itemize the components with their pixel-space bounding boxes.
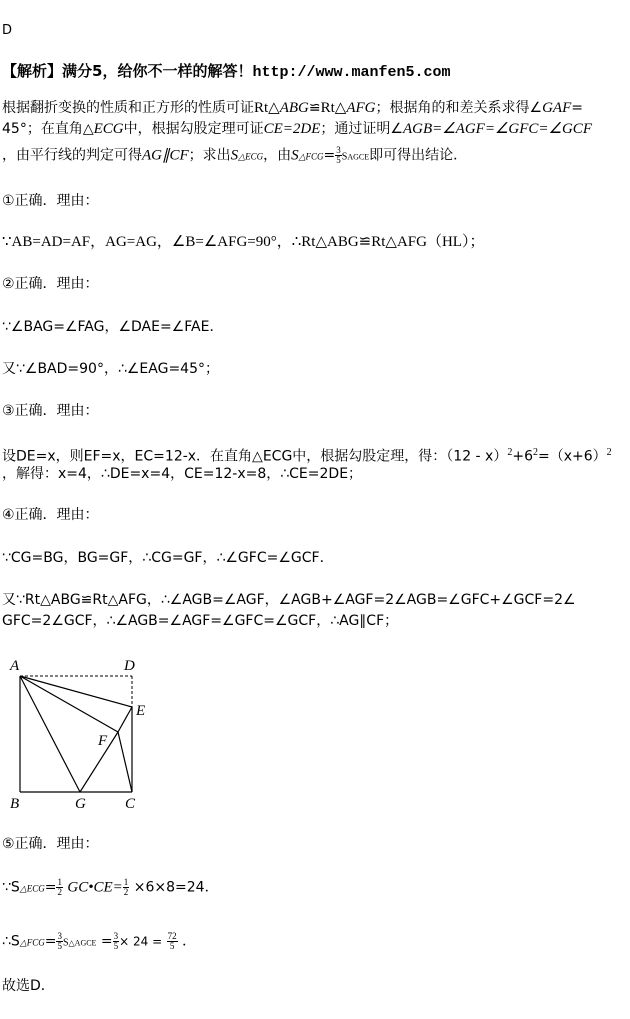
answer-letter: D (2, 23, 13, 38)
analysis-bracket-label: 【解析】 (2, 62, 63, 80)
segment-fc (118, 732, 132, 792)
analysis-text: ；求出 (188, 147, 231, 164)
item-1-title: ①正确．理由： (2, 193, 99, 209)
analysis-text: ，由 (263, 147, 292, 164)
analysis-math: ECG (93, 121, 124, 137)
item-4-title: ④正确．理由： (2, 507, 99, 523)
item-5-text: = (44, 933, 57, 950)
label-d: D (124, 658, 135, 674)
analysis-text: = (571, 100, 583, 116)
item-5-text: ×6×8=24． (133, 879, 219, 896)
site-slogan: 满分5，给你不一样的解答！ (62, 62, 253, 80)
subscript: △FCG (19, 937, 45, 948)
item-5-text: = (100, 933, 113, 950)
item-3-body-1 (2, 444, 612, 466)
item-3-text: +6 (512, 448, 533, 465)
superscript: 2 (533, 447, 538, 458)
fraction (123, 878, 130, 897)
analysis-math: GAF (542, 100, 572, 116)
label-c: C (125, 796, 136, 812)
subscript: △AGCE (68, 938, 97, 948)
item-2-body-1: ∵∠BAG=∠FAG，∠DAE=∠FAE． (2, 319, 224, 335)
analysis-text: 45°；在直角△ (2, 121, 94, 137)
analysis-text: = (323, 147, 336, 164)
analysis-subscript: △ECG (238, 151, 264, 162)
fraction-denominator: 5 (113, 941, 119, 951)
fraction-numerator: 72 (167, 931, 177, 941)
item-3-title: ③正确．理由： (2, 403, 99, 419)
fraction-numerator: 1 (57, 877, 62, 887)
superscript: 2 (606, 447, 612, 458)
segment-ae (20, 676, 132, 707)
site-url: http://www.manfen5.com (252, 64, 451, 81)
item-3-text: 设DE=x，则EF=x，EC=12-x．在直角△ECG中，根据勾股定理，得：（12 - x） (2, 448, 508, 465)
analysis-line-1 (2, 99, 583, 117)
item-3-text: =（x+6） (538, 448, 607, 465)
analysis-math: AFG (346, 100, 376, 116)
analysis-text: ；根据角的和差关系求得∠ (375, 100, 543, 116)
analysis-text: 中，根据勾股定理可证 (123, 121, 264, 137)
analysis-line-3 (2, 146, 467, 167)
analysis-subscript: AGCE (347, 152, 370, 162)
analysis-math: S (341, 151, 348, 163)
analysis-subscript: △FCG (298, 151, 324, 162)
item-2-title: ②正确．理由： (2, 276, 99, 292)
analysis-math: AGB=∠AGF=∠GFC=∠GCF (402, 121, 592, 137)
fraction (56, 878, 63, 897)
label-b: B (10, 796, 20, 812)
analysis-line-2 (2, 120, 592, 138)
item-2-body-2: 又∵∠BAD=90°，∴∠EAG=45°； (2, 361, 219, 377)
analysis-text: Rt△ (320, 100, 347, 116)
item-4-body-3: GFC=2∠GCF，∴∠AGB=∠AGF=∠GFC=∠GCF，∴AG∥CF； (2, 613, 399, 629)
item-5-text: × 24 = (119, 934, 163, 949)
fraction-numerator: 3 (113, 931, 119, 941)
item-4-body-1: ∵CG=BG，BG=GF，∴CG=GF，∴∠GFC=∠GCF． (2, 550, 334, 566)
item-5-body-2 (2, 932, 196, 953)
superscript: 2 (507, 447, 513, 458)
label-f: F (98, 733, 108, 749)
analysis-text: Rt△ (254, 100, 280, 116)
analysis-math: S (291, 147, 299, 164)
item-5-text: ． (182, 933, 197, 950)
conclusion: 故选D． (2, 978, 55, 994)
label-a: A (10, 658, 20, 674)
analysis-math: AG∥CF (142, 147, 189, 164)
fraction-numerator: 3 (57, 931, 62, 941)
analysis-text: 即可得出结论． (369, 147, 468, 164)
fraction-denominator: 5 (169, 941, 175, 951)
subscript: △ECG (19, 883, 45, 894)
analysis-text: ≌ (308, 100, 321, 116)
item-5-text: ∵S (2, 879, 20, 896)
segment-ef (118, 707, 132, 732)
square-figure (0, 652, 160, 812)
analysis-math: ABG (279, 100, 309, 116)
item-1-body: ∵AB=AD=AF，AG=AG，∠B=∠AFG=90°，∴Rt△ABG≌Rt△AFG（HL）； (2, 234, 485, 250)
item-5-text: ∴S (2, 933, 20, 950)
analysis-math: S (230, 147, 239, 164)
item-5-math: S (62, 937, 69, 949)
label-g: G (75, 796, 86, 812)
analysis-header (2, 62, 451, 82)
fraction-denominator: 5 (57, 941, 62, 951)
analysis-text: ，由平行线的判定可得 (2, 147, 142, 164)
item-5-math: GC•CE= (67, 879, 123, 896)
item-5-text: = (44, 879, 57, 896)
fraction-denominator: 2 (57, 887, 62, 897)
fraction-denominator: 2 (123, 887, 129, 897)
item-5-body-1 (2, 878, 219, 898)
analysis-text: 根据翻折变换的性质和正方形的性质可证 (2, 100, 254, 116)
label-e: E (136, 703, 146, 719)
item-4-body-2: 又∵Rt△ABG≌Rt△AFG，∴∠AGB=∠AGF，∠AGB+∠AGF=2∠AGB=∠GFC+∠GCF=2∠ (2, 592, 576, 608)
fraction-numerator: 1 (123, 877, 129, 887)
fraction-numerator: 3 (336, 145, 341, 155)
analysis-math: CE=2DE (263, 121, 321, 137)
item-3-body-2: ，解得：x=4，∴DE=x=4，CE=12-x=8，∴CE=2DE； (2, 466, 363, 482)
fraction (167, 932, 178, 951)
item-5-title: ⑤正确．理由： (2, 836, 99, 852)
fraction-denominator: 5 (336, 155, 341, 165)
analysis-text: ；通过证明∠ (320, 121, 403, 137)
